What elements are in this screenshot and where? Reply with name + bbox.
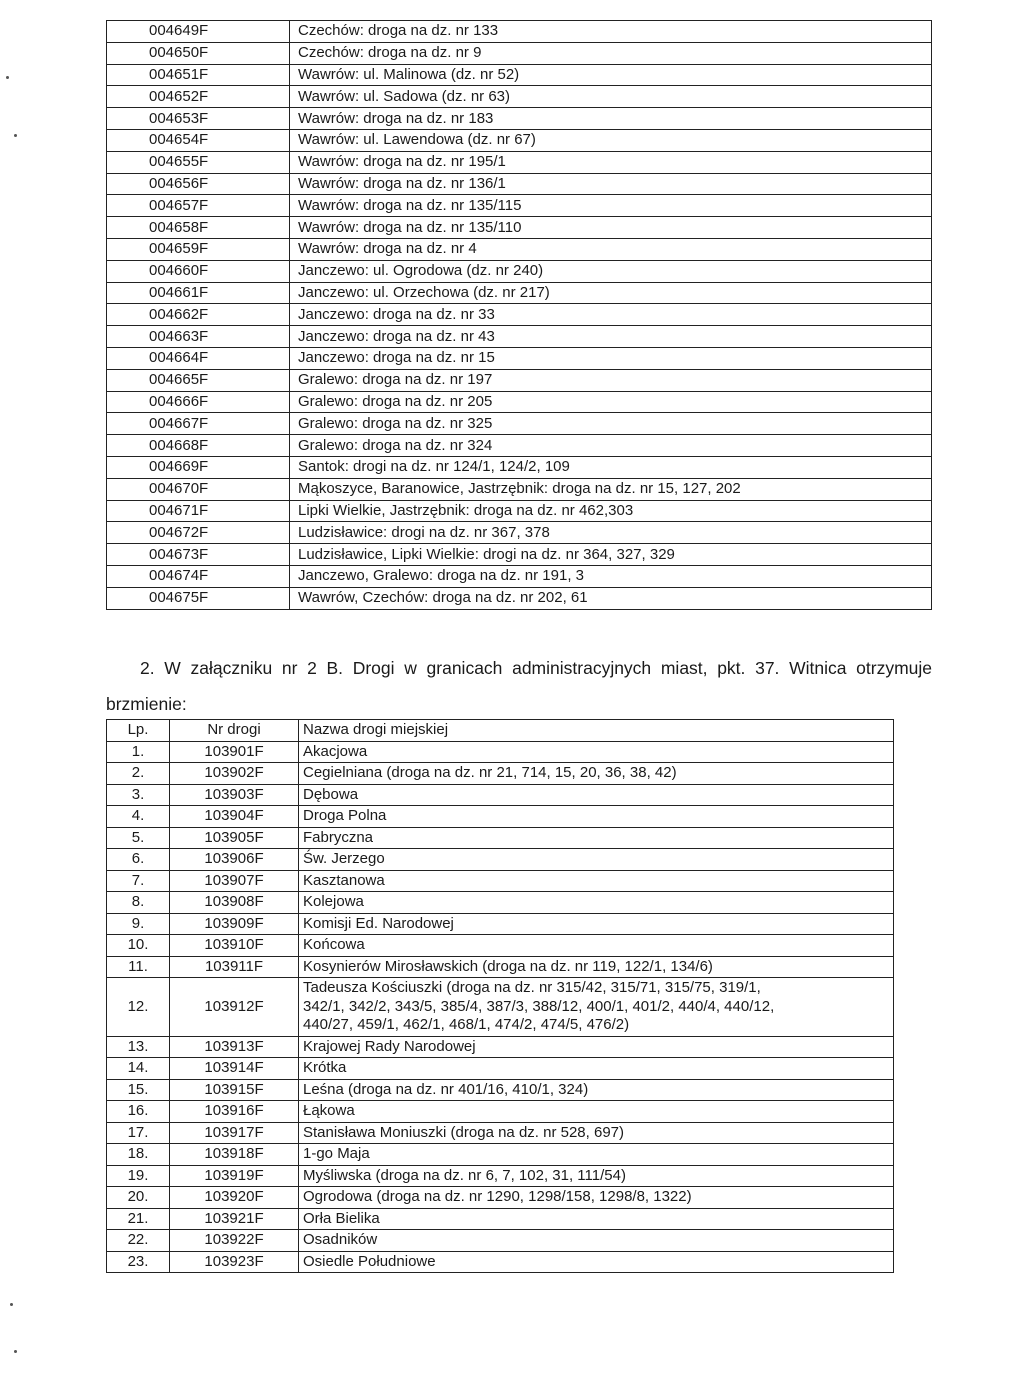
- road-name-cell: Ogrodowa (droga na dz. nr 1290, 1298/158, 1298/8, 1322): [299, 1187, 894, 1209]
- road-name-cell: Akacjowa: [299, 741, 894, 763]
- road-code-cell: 004666F: [107, 391, 290, 413]
- amendment-paragraph: [106, 650, 932, 722]
- road-code-cell: 004657F: [107, 195, 290, 217]
- road-description-cell: Janczewo: droga na dz. nr 15: [290, 347, 932, 369]
- road-name-cell: Leśna (droga na dz. nr 401/16, 410/1, 324): [299, 1079, 894, 1101]
- road-code-cell: 004674F: [107, 565, 290, 587]
- table-row: [107, 326, 932, 348]
- road-name-cell: Tadeusza Kościuszki (droga na dz. nr 315/42, 315/71, 315/75, 319/1, 342/1, 342/2, 343/5, 385/4, 387/3, 388/12, 400/1, 401/2, 440/4, 440/12, 440/27, 459/1, 462/1, 468/1, 474/2, 474/5, 476/2): [299, 978, 894, 1037]
- table-row: [107, 304, 932, 326]
- road-code-cell: 004664F: [107, 347, 290, 369]
- table-row: [107, 587, 932, 609]
- table-row: [107, 1036, 894, 1058]
- road-description-cell: Janczewo: droga na dz. nr 33: [290, 304, 932, 326]
- road-name-cell: Fabryczna: [299, 827, 894, 849]
- scan-speck: [14, 1350, 17, 1353]
- table-row: [107, 173, 932, 195]
- table-row: [107, 1122, 894, 1144]
- table-row: [107, 806, 894, 828]
- lp-cell: 6.: [107, 849, 170, 871]
- road-code-cell: 004652F: [107, 86, 290, 108]
- header-road-name: Nazwa drogi miejskiej: [299, 720, 894, 742]
- table-row: [107, 413, 932, 435]
- road-description-cell: Lipki Wielkie, Jastrzębnik: droga na dz. nr 462,303: [290, 500, 932, 522]
- table-row: [107, 391, 932, 413]
- road-name-cell: Osadników: [299, 1230, 894, 1252]
- table-row: [107, 1165, 894, 1187]
- road-name-cell: Osiedle Południowe: [299, 1251, 894, 1273]
- road-description-cell: Gralewo: droga na dz. nr 205: [290, 391, 932, 413]
- lp-cell: 2.: [107, 763, 170, 785]
- road-number-cell: 103907F: [170, 870, 299, 892]
- table-row: [107, 195, 932, 217]
- table-row: [107, 935, 894, 957]
- road-name-cell: Krótka: [299, 1058, 894, 1080]
- table-row: [107, 956, 894, 978]
- scan-speck: [6, 76, 9, 79]
- lp-cell: 22.: [107, 1230, 170, 1252]
- table-row: [107, 500, 932, 522]
- table-row: [107, 763, 894, 785]
- road-code-cell: 004660F: [107, 260, 290, 282]
- road-description-cell: Gralewo: droga na dz. nr 324: [290, 435, 932, 457]
- lp-cell: 20.: [107, 1187, 170, 1209]
- road-description-cell: Ludzisławice: drogi na dz. nr 367, 378: [290, 522, 932, 544]
- lp-cell: 8.: [107, 892, 170, 914]
- lp-cell: 5.: [107, 827, 170, 849]
- table-row: [107, 978, 894, 1037]
- road-description-cell: Wawrów: droga na dz. nr 136/1: [290, 173, 932, 195]
- lp-cell: 3.: [107, 784, 170, 806]
- road-code-cell: 004661F: [107, 282, 290, 304]
- road-description-cell: Wawrów: droga na dz. nr 135/110: [290, 217, 932, 239]
- table-row: [107, 238, 932, 260]
- lp-cell: 11.: [107, 956, 170, 978]
- lp-cell: 17.: [107, 1122, 170, 1144]
- road-description-cell: Czechów: droga na dz. nr 133: [290, 21, 932, 43]
- road-description-cell: Santok: drogi na dz. nr 124/1, 124/2, 109: [290, 456, 932, 478]
- road-description-cell: Wawrów: ul. Malinowa (dz. nr 52): [290, 64, 932, 86]
- road-name-cell: Kosynierów Mirosławskich (droga na dz. nr 119, 122/1, 134/6): [299, 956, 894, 978]
- road-name-cell: Cegielniana (droga na dz. nr 21, 714, 15, 20, 36, 38, 42): [299, 763, 894, 785]
- table-row: [107, 784, 894, 806]
- table-row: [107, 892, 894, 914]
- table-row: [107, 1058, 894, 1080]
- road-name-cell: Stanisława Moniuszki (droga na dz. nr 528, 697): [299, 1122, 894, 1144]
- table-row: [107, 565, 932, 587]
- header-lp: Lp.: [107, 720, 170, 742]
- road-description-cell: Ludzisławice, Lipki Wielkie: drogi na dz. nr 364, 327, 329: [290, 544, 932, 566]
- road-number-cell: 103920F: [170, 1187, 299, 1209]
- road-description-cell: Wawrów: droga na dz. nr 183: [290, 108, 932, 130]
- road-code-cell: 004650F: [107, 42, 290, 64]
- road-name-cell: Droga Polna: [299, 806, 894, 828]
- road-number-cell: 103921F: [170, 1208, 299, 1230]
- road-code-cell: 004658F: [107, 217, 290, 239]
- road-description-cell: Wawrów: droga na dz. nr 4: [290, 238, 932, 260]
- road-code-cell: 004659F: [107, 238, 290, 260]
- lp-cell: 10.: [107, 935, 170, 957]
- road-name-cell: Św. Jerzego: [299, 849, 894, 871]
- table-row: [107, 456, 932, 478]
- lp-cell: 7.: [107, 870, 170, 892]
- road-number-cell: 103906F: [170, 849, 299, 871]
- table-row: [107, 108, 932, 130]
- lp-cell: 23.: [107, 1251, 170, 1273]
- table-row: [107, 217, 932, 239]
- road-name-cell: 1-go Maja: [299, 1144, 894, 1166]
- table-row: [107, 129, 932, 151]
- road-number-cell: 103912F: [170, 978, 299, 1037]
- table-row: [107, 435, 932, 457]
- road-code-cell: 004673F: [107, 544, 290, 566]
- road-code-cell: 004671F: [107, 500, 290, 522]
- road-number-cell: 103913F: [170, 1036, 299, 1058]
- road-number-cell: 103903F: [170, 784, 299, 806]
- road-code-cell: 004649F: [107, 21, 290, 43]
- table-row: [107, 1208, 894, 1230]
- road-number-cell: 103905F: [170, 827, 299, 849]
- city-roads-table: [106, 719, 894, 1273]
- lp-cell: 4.: [107, 806, 170, 828]
- table-row: [107, 741, 894, 763]
- lp-cell: 9.: [107, 913, 170, 935]
- table-row: [107, 913, 894, 935]
- road-number-cell: 103923F: [170, 1251, 299, 1273]
- lp-cell: 13.: [107, 1036, 170, 1058]
- road-description-cell: Gralewo: droga na dz. nr 197: [290, 369, 932, 391]
- road-name-cell: Końcowa: [299, 935, 894, 957]
- road-description-cell: Czechów: droga na dz. nr 9: [290, 42, 932, 64]
- road-name-cell: Kolejowa: [299, 892, 894, 914]
- road-description-cell: Janczewo: droga na dz. nr 43: [290, 326, 932, 348]
- road-description-cell: Wawrów, Czechów: droga na dz. nr 202, 61: [290, 587, 932, 609]
- road-code-cell: 004655F: [107, 151, 290, 173]
- road-number-cell: 103916F: [170, 1101, 299, 1123]
- table-row: [107, 478, 932, 500]
- table-row: [107, 1101, 894, 1123]
- road-number-cell: 103910F: [170, 935, 299, 957]
- road-code-cell: 004668F: [107, 435, 290, 457]
- road-code-cell: 004662F: [107, 304, 290, 326]
- amendment-line-2: brzmienie:: [106, 694, 187, 714]
- road-code-cell: 004653F: [107, 108, 290, 130]
- village-roads-table-body: [107, 21, 932, 610]
- road-number-cell: 103918F: [170, 1144, 299, 1166]
- road-number-cell: 103917F: [170, 1122, 299, 1144]
- road-number-cell: 103908F: [170, 892, 299, 914]
- road-number-cell: 103922F: [170, 1230, 299, 1252]
- lp-cell: 19.: [107, 1165, 170, 1187]
- road-description-cell: Wawrów: ul. Lawendowa (dz. nr 67): [290, 129, 932, 151]
- road-name-cell: Myśliwska (droga na dz. nr 6, 7, 102, 31, 111/54): [299, 1165, 894, 1187]
- scan-speck: [14, 134, 17, 137]
- table-row: [107, 1079, 894, 1101]
- road-name-cell: Dębowa: [299, 784, 894, 806]
- table-row: [107, 849, 894, 871]
- road-description-cell: Janczewo: ul. Ogrodowa (dz. nr 240): [290, 260, 932, 282]
- table-row: [107, 21, 932, 43]
- lp-cell: 15.: [107, 1079, 170, 1101]
- table-row: [107, 544, 932, 566]
- amendment-line-1: 2. W załączniku nr 2 B. Drogi w granicach administracyjnych miast, pkt. 37. Witnica otrzymuje: [140, 658, 932, 678]
- table-row: [107, 522, 932, 544]
- road-description-cell: Gralewo: droga na dz. nr 325: [290, 413, 932, 435]
- road-number-cell: 103911F: [170, 956, 299, 978]
- road-name-cell: Krajowej Rady Narodowej: [299, 1036, 894, 1058]
- road-description-cell: Wawrów: droga na dz. nr 195/1: [290, 151, 932, 173]
- road-number-cell: 103919F: [170, 1165, 299, 1187]
- table-row: [107, 1144, 894, 1166]
- road-description-cell: Janczewo: ul. Orzechowa (dz. nr 217): [290, 282, 932, 304]
- road-description-cell: Wawrów: droga na dz. nr 135/115: [290, 195, 932, 217]
- road-number-cell: 103904F: [170, 806, 299, 828]
- table-row: [107, 151, 932, 173]
- road-description-cell: Mąkoszyce, Baranowice, Jastrzębnik: droga na dz. nr 15, 127, 202: [290, 478, 932, 500]
- road-code-cell: 004675F: [107, 587, 290, 609]
- village-roads-table: [106, 20, 932, 610]
- scan-speck: [10, 1303, 13, 1306]
- lp-cell: 14.: [107, 1058, 170, 1080]
- road-code-cell: 004670F: [107, 478, 290, 500]
- road-description-cell: Wawrów: ul. Sadowa (dz. nr 63): [290, 86, 932, 108]
- table-header-row: [107, 720, 894, 742]
- road-code-cell: 004667F: [107, 413, 290, 435]
- table-row: [107, 870, 894, 892]
- table-row: [107, 1187, 894, 1209]
- lp-cell: 1.: [107, 741, 170, 763]
- road-name-cell: Orła Bielika: [299, 1208, 894, 1230]
- table-row: [107, 282, 932, 304]
- table-row: [107, 64, 932, 86]
- road-code-cell: 004669F: [107, 456, 290, 478]
- road-code-cell: 004665F: [107, 369, 290, 391]
- road-number-cell: 103909F: [170, 913, 299, 935]
- road-number-cell: 103915F: [170, 1079, 299, 1101]
- header-road-number: Nr drogi: [170, 720, 299, 742]
- road-number-cell: 103902F: [170, 763, 299, 785]
- road-code-cell: 004654F: [107, 129, 290, 151]
- table-row: [107, 1251, 894, 1273]
- table-row: [107, 369, 932, 391]
- road-name-cell: Łąkowa: [299, 1101, 894, 1123]
- road-code-cell: 004663F: [107, 326, 290, 348]
- lp-cell: 18.: [107, 1144, 170, 1166]
- lp-cell: 16.: [107, 1101, 170, 1123]
- road-code-cell: 004672F: [107, 522, 290, 544]
- table-row: [107, 260, 932, 282]
- table-row: [107, 86, 932, 108]
- table-row: [107, 42, 932, 64]
- road-number-cell: 103914F: [170, 1058, 299, 1080]
- road-code-cell: 004651F: [107, 64, 290, 86]
- road-description-cell: Janczewo, Gralewo: droga na dz. nr 191, 3: [290, 565, 932, 587]
- table-row: [107, 1230, 894, 1252]
- road-name-cell: Kasztanowa: [299, 870, 894, 892]
- table-row: [107, 347, 932, 369]
- table-row: [107, 827, 894, 849]
- city-roads-table-body: [107, 741, 894, 1273]
- lp-cell: 21.: [107, 1208, 170, 1230]
- lp-cell: 12.: [107, 978, 170, 1037]
- road-code-cell: 004656F: [107, 173, 290, 195]
- road-number-cell: 103901F: [170, 741, 299, 763]
- road-name-cell: Komisji Ed. Narodowej: [299, 913, 894, 935]
